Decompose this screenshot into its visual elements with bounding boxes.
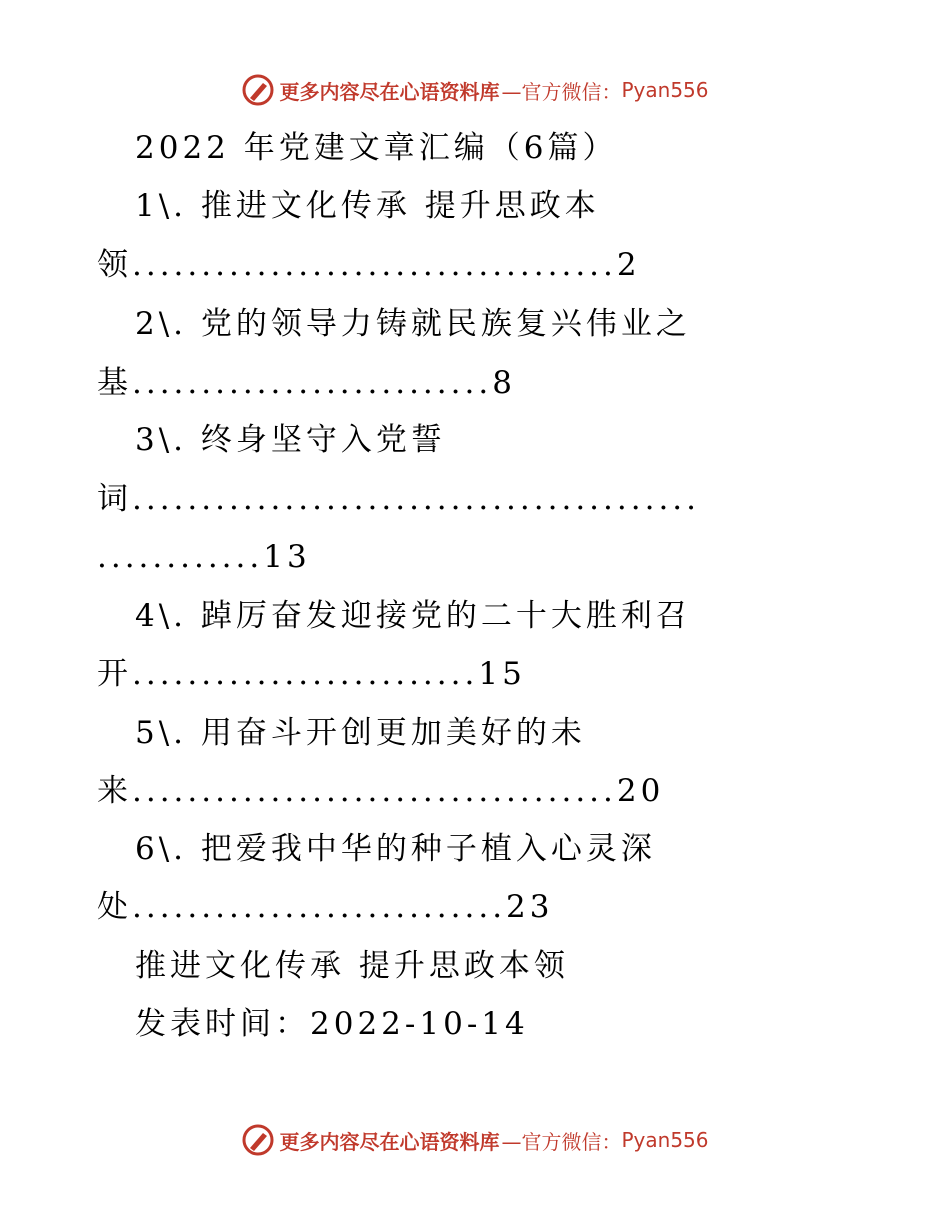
pen-logo-icon xyxy=(241,1123,275,1157)
toc-entry-3-tail[interactable]: 词......................................... xyxy=(97,481,701,517)
toc-entry-2-tail[interactable]: 基..........................8 xyxy=(97,365,516,401)
banner-wechat-id: Pyan556 xyxy=(621,78,709,102)
pen-logo-icon xyxy=(241,73,275,107)
toc-entry-1-tail[interactable]: 领...................................2 xyxy=(97,247,641,283)
toc-entry-1-head[interactable]: 1\. 推进文化传承 提升思政本 xyxy=(135,188,600,224)
banner-wechat-id: Pyan556 xyxy=(621,1128,709,1152)
toc-entry-2-head[interactable]: 2\. 党的领导力铸就民族复兴伟业之 xyxy=(135,306,691,342)
toc-entry-5-head[interactable]: 5\. 用奋斗开创更加美好的未 xyxy=(135,715,586,751)
footer-banner xyxy=(0,1120,950,1160)
toc-entry-4-head[interactable]: 4\. 踔厉奋发迎接党的二十大胜利召 xyxy=(135,598,691,634)
publish-date: 发表时间：2022-10-14 xyxy=(135,1006,529,1042)
banner-sub-text: —官方微信： xyxy=(501,1129,622,1154)
toc-entry-6-tail[interactable]: 处...........................23 xyxy=(97,889,554,925)
toc-entry-3-tail-cont[interactable]: ............13 xyxy=(97,539,311,575)
banner-main-text: 更多内容尽在心语资料库 xyxy=(279,1129,500,1154)
header-banner xyxy=(0,70,950,110)
toc-entry-3-head[interactable]: 3\. 终身坚守入党誓 xyxy=(135,422,446,458)
toc-entry-4-tail[interactable]: 开.........................15 xyxy=(97,656,526,692)
toc-entry-5-tail[interactable]: 来...................................20 xyxy=(97,773,665,809)
toc-entry-6-head[interactable]: 6\. 把爱我中华的种子植入心灵深 xyxy=(135,831,656,867)
document-title: 2022 年党建文章汇编（6篇） xyxy=(135,130,618,166)
article-title: 推进文化传承 提升思政本领 xyxy=(135,948,569,984)
banner-sub-text: —官方微信： xyxy=(501,79,622,104)
banner-main-text: 更多内容尽在心语资料库 xyxy=(279,79,500,104)
